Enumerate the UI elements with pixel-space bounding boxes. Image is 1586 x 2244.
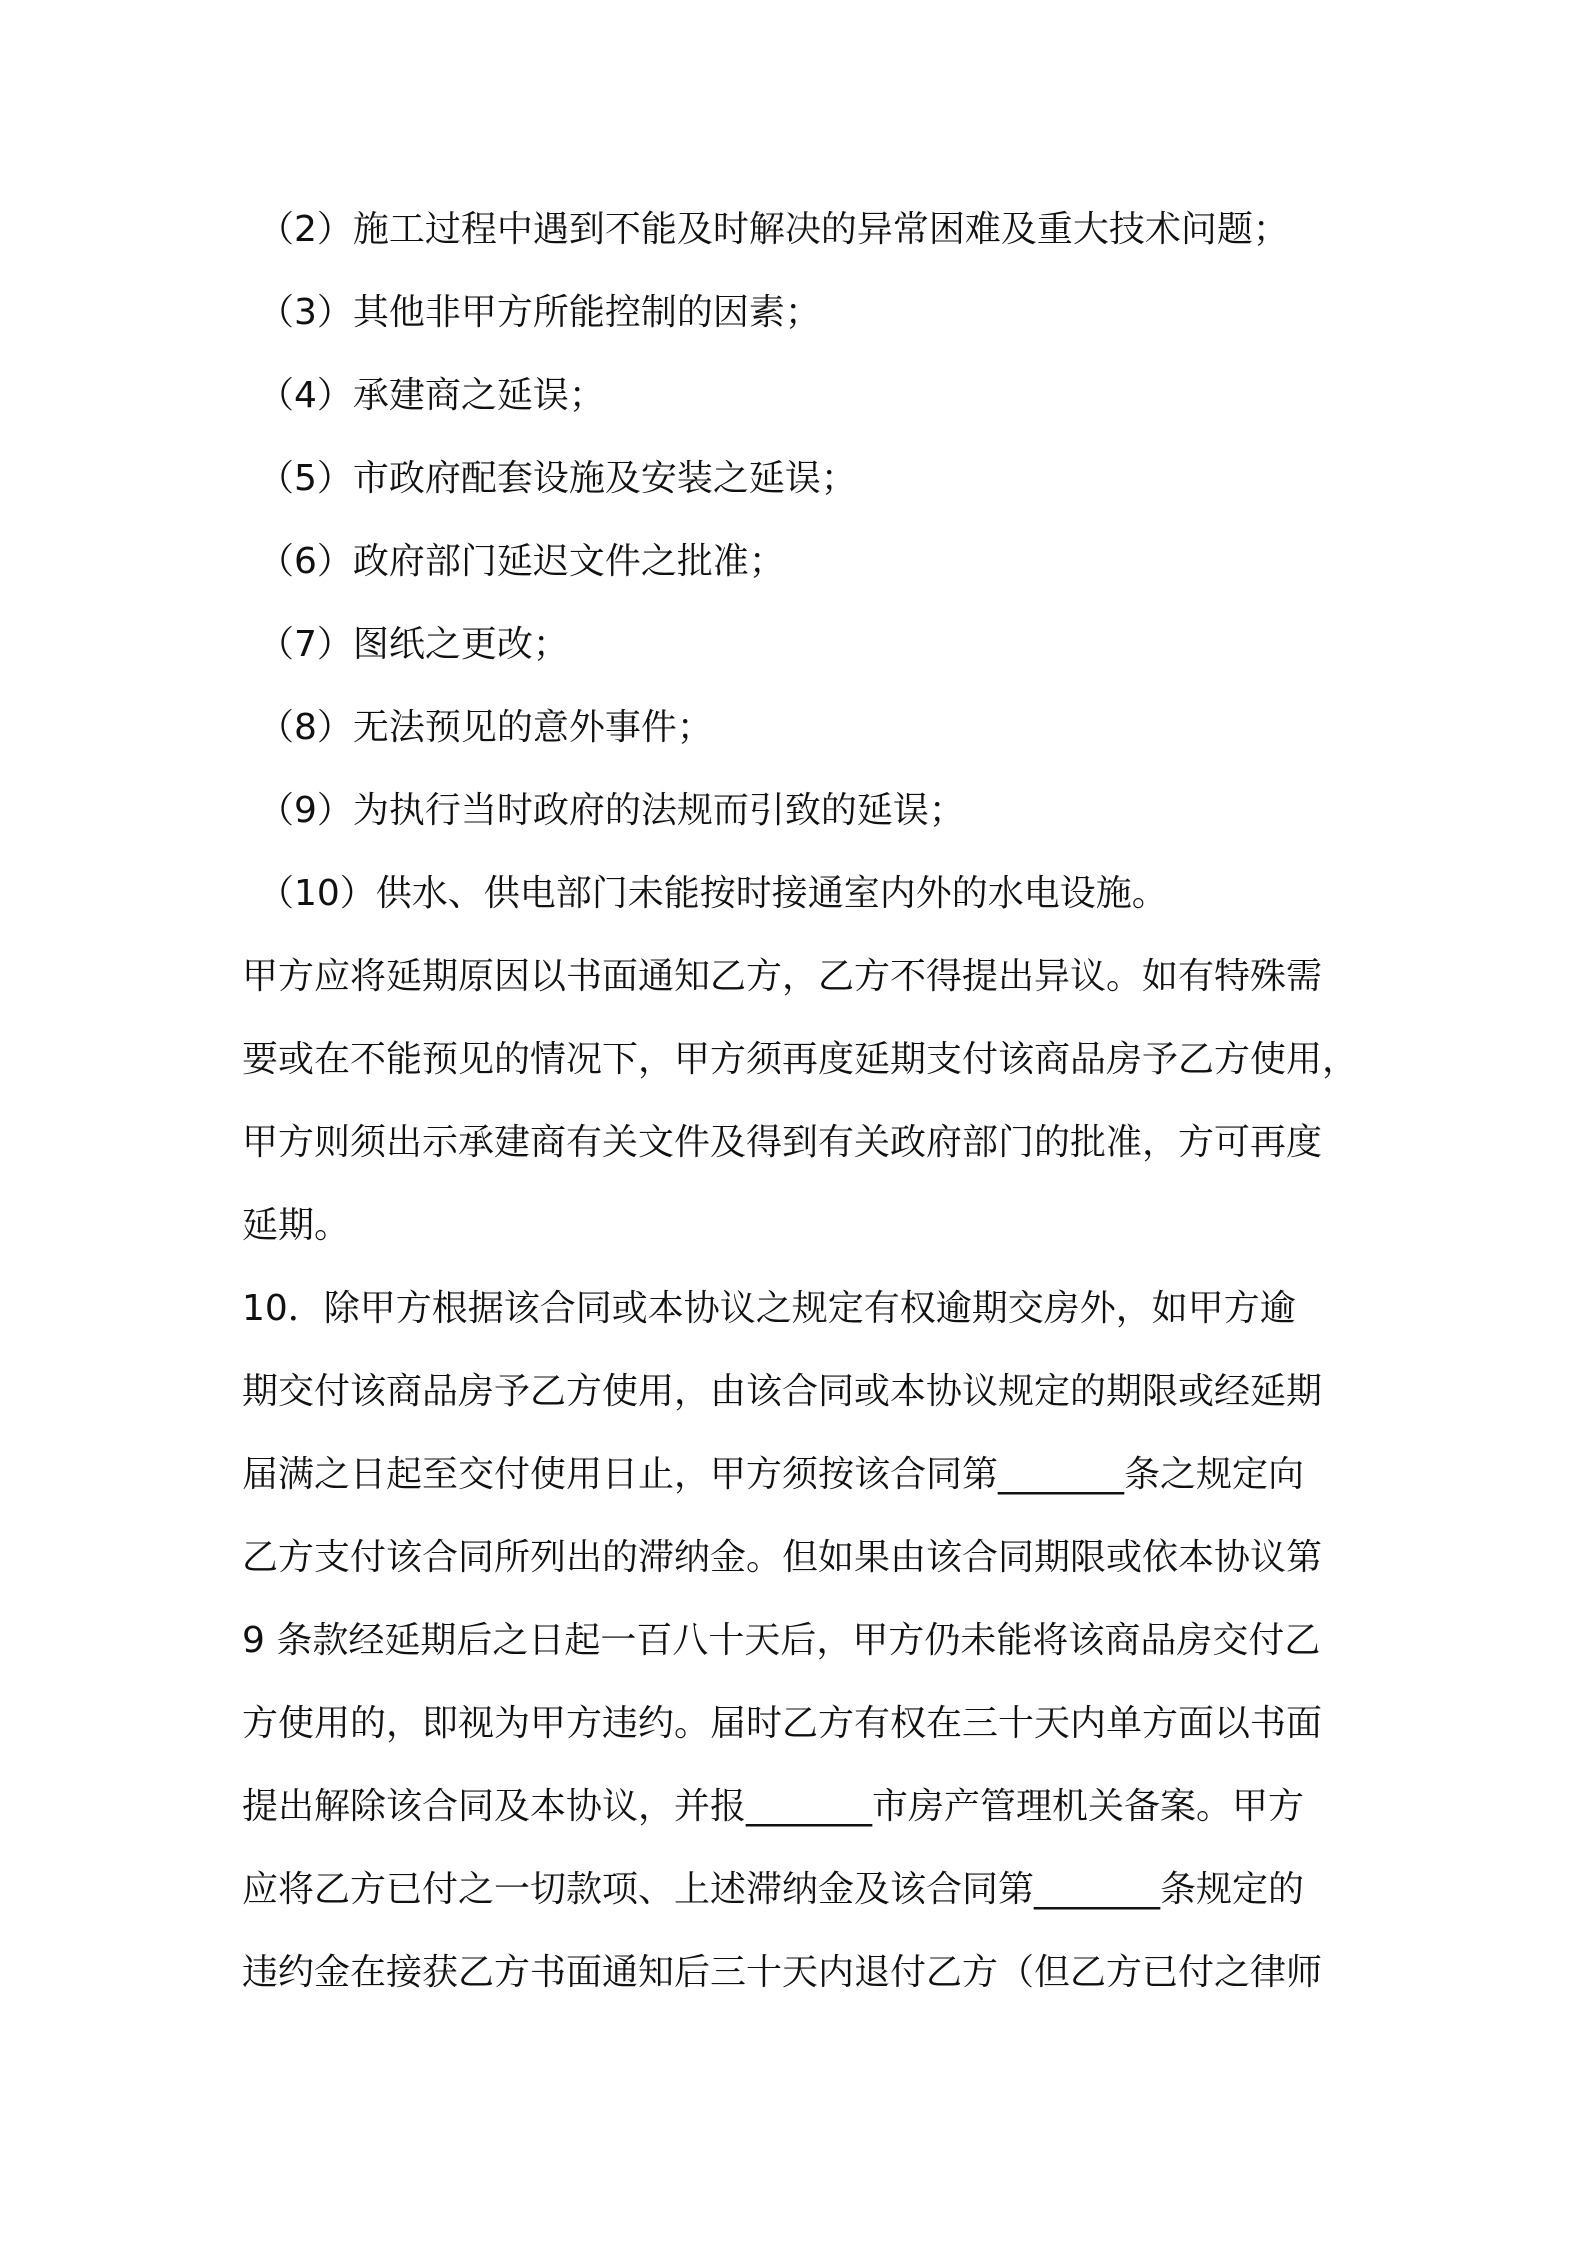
paragraph-line: 甲方则须出示承建商有关文件及得到有关政府部门的批准，方可再度 <box>242 1122 1323 1163</box>
list-item: （8）无法预见的意外事件； <box>258 707 713 748</box>
paragraph-line: 甲方应将延期原因以书面通知乙方，乙方不得提出异议。如有特殊需 <box>242 956 1323 997</box>
paragraph-line: 9 条款经延期后之日起一百八十天后，甲方仍未能将该商品房交付乙 <box>242 1620 1321 1661</box>
paragraph-line: 届满之日起至交付使用日止，甲方须按该合同第_______条之规定向 <box>242 1454 1305 1495</box>
paragraph-line: 乙方支付该合同所列出的滞纳金。但如果由该合同期限或依本协议第 <box>242 1537 1323 1578</box>
paragraph-line: 延期。 <box>242 1205 351 1246</box>
paragraph-line: 违约金在接获乙方书面通知后三十天内退付乙方（但乙方已付之律师 <box>242 1952 1323 1993</box>
list-item: （4）承建商之延误； <box>258 375 605 416</box>
list-item: （10）供水、供电部门未能按时接通室内外的水电设施。 <box>258 873 1168 914</box>
list-item: （6）政府部门延迟文件之批准； <box>258 541 785 582</box>
paragraph-line: 10．除甲方根据该合同或本协议之规定有权逾期交房外，如甲方逾 <box>242 1288 1296 1329</box>
list-item: （5）市政府配套设施及安装之延误； <box>258 458 857 499</box>
paragraph-line: 要或在不能预见的情况下，甲方须再度延期支付该商品房予乙方使用， <box>242 1039 1359 1080</box>
list-item: （7）图纸之更改； <box>258 624 569 665</box>
list-item: （2）施工过程中遇到不能及时解决的异常困难及重大技术问题； <box>258 209 1289 250</box>
list-item: （9）为执行当时政府的法规而引致的延误； <box>258 790 965 831</box>
list-item: （3）其他非甲方所能控制的因素； <box>258 292 821 333</box>
paragraph-line: 提出解除该合同及本协议，并报_______市房产管理机关备案。甲方 <box>242 1786 1305 1827</box>
paragraph-line: 方使用的，即视为甲方违约。届时乙方有权在三十天内单方面以书面 <box>242 1703 1323 1744</box>
paragraph-line: 期交付该商品房予乙方使用，由该合同或本协议规定的期限或经延期 <box>242 1371 1323 1412</box>
paragraph-line: 应将乙方已付之一切款项、上述滞纳金及该合同第_______条规定的 <box>242 1869 1305 1910</box>
